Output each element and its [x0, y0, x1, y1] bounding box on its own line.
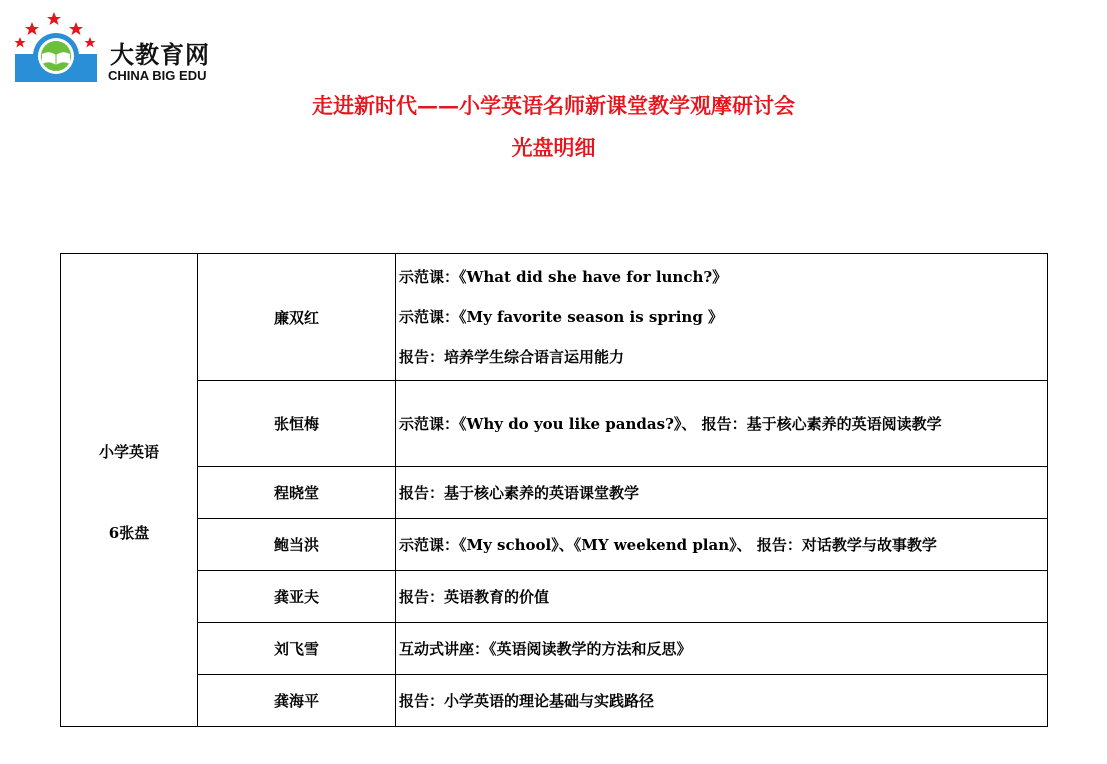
category-cell: [61, 254, 198, 727]
table-row: [61, 254, 1048, 381]
page-title: 走进新时代——小学英语名师新课堂教学观摩研讨会: [312, 93, 795, 118]
content-item: 示范课：《My school》、《MY weekend plan》、 报告：对话教学与故事教学: [399, 535, 937, 554]
teacher-name: 龚海平: [198, 675, 396, 727]
content-item: 互动式讲座：《英语阅读教学的方法和反思》: [399, 639, 692, 658]
content-item: 示范课：《Why do you like pandas?》、 报告：基于核心素养的英语阅读教学: [399, 414, 942, 433]
table-row: [61, 623, 1048, 675]
category-subject: 小学英语: [98, 443, 159, 461]
table-row: [61, 675, 1048, 727]
content-item: 报告：英语教育的价值: [399, 587, 550, 606]
content-cell: [396, 623, 1048, 675]
teacher-name: 鲍当洪: [198, 519, 396, 571]
content-item: 报告：基于核心素养的英语课堂教学: [399, 483, 640, 502]
table-row: [61, 571, 1048, 623]
content-item: 示范课：《My favorite season is spring 》: [399, 308, 724, 326]
content-cell: [396, 467, 1048, 519]
page-subtitle: 光盘明细: [511, 135, 596, 160]
teacher-name: 龚亚夫: [198, 571, 396, 623]
table-row: [61, 519, 1048, 571]
content-item: 报告：培养学生综合语言运用能力: [399, 348, 625, 366]
category-count: 6张盘: [108, 524, 150, 542]
content-item: 示范课：《What did she have for lunch?》: [399, 268, 728, 286]
logo: [12, 10, 232, 86]
table-row: [61, 381, 1048, 467]
logo-name-cn: 大教育网: [110, 41, 210, 69]
content-cell: [396, 254, 1048, 381]
teacher-name: 张恒梅: [198, 381, 396, 467]
content-item: 报告：小学英语的理论基础与实践路径: [399, 691, 655, 710]
logo-emblem-icon: [12, 10, 108, 86]
table-row: [61, 467, 1048, 519]
teacher-name: 程晓堂: [198, 467, 396, 519]
content-cell: [396, 571, 1048, 623]
teacher-name: 刘飞雪: [198, 623, 396, 675]
disc-detail-table: [60, 253, 1048, 727]
content-cell: [396, 675, 1048, 727]
logo-name-en: CHINA BIG EDU: [108, 68, 207, 83]
teacher-name: 廉双红: [198, 254, 396, 381]
content-cell: [396, 519, 1048, 571]
content-cell: [396, 381, 1048, 467]
